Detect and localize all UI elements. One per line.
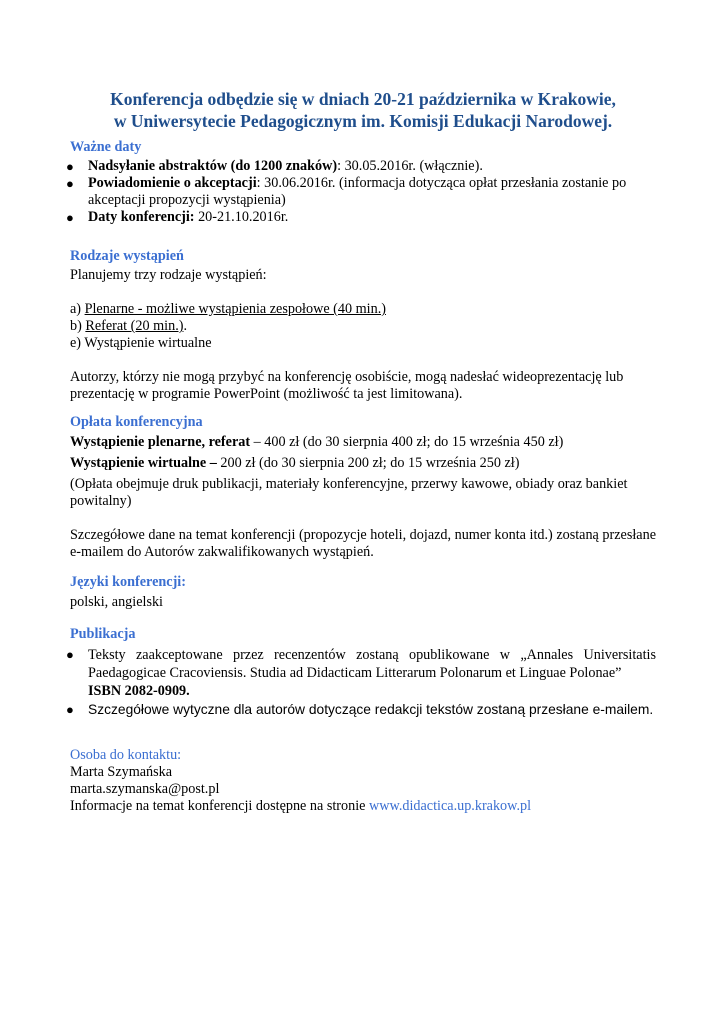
languages-heading: Języki konferencji: <box>70 574 186 590</box>
conference-fee-heading: Opłata konferencyjna <box>70 414 203 430</box>
date-value: : 30.06.2016r. (informacja dotycząca opłat przesłania zostanie po akceptacji propozycji wystąpienia) <box>88 175 627 208</box>
presentation-types-section <box>70 248 656 403</box>
languages-value: polski, angielski <box>70 594 164 610</box>
title-line-2: w Uniwersytecie Pedagogicznym im. Komisji Edukacji Narodowej. <box>113 111 613 131</box>
fee-plenary: Wystąpienie plenarne, referat – 400 zł (do 30 sierpnia 400 zł; do 15 września 450 zł) <box>70 434 564 450</box>
type-b-text: Referat (20 min.) <box>85 318 184 334</box>
virtual-note: Autorzy, którzy nie mogą przybyć na konferencję osobiście, mogą nadesłać wideoprezentację lub prezentację w programie PowerPoint (możliwość ta jest limitowana). <box>70 369 624 402</box>
list-item <box>66 175 656 209</box>
isbn: ISBN 2082-0909. <box>88 683 190 699</box>
date-label: Nadsyłanie abstraktów (do 1200 znaków) <box>88 158 338 174</box>
contact-email[interactable]: marta.szymanska@post.pl <box>70 781 220 797</box>
fee-includes: (Opłata obejmuje druk publikacji, materiały konferencyjne, przerwy kawowe, obiady oraz bankiet powitalny) <box>70 476 628 509</box>
type-e: e) Wystąpienie wirtualne <box>70 335 212 351</box>
important-dates-section <box>66 139 656 226</box>
publication-section <box>66 626 656 718</box>
type-a-text: Plenarne - możliwe wystąpienia zespołowe (40 min.) <box>84 301 386 317</box>
list-item: ● Teksty zaakceptowane przez recenzentów zostaną opublikowane w „Annales Universitatis Paedagogicae Cracoviensis. Studia ad Didacticam Litterarum Polonarum et Linguae Polonae” ISBN 2082-0909. <box>66 647 656 699</box>
date-label: Daty konferencji: <box>88 209 195 225</box>
publication-heading: Publikacja <box>70 626 136 642</box>
page-title <box>70 88 656 132</box>
presentation-types-intro: Planujemy trzy rodzaje wystąpień: <box>70 267 267 283</box>
bullet-icon: ● <box>66 702 74 717</box>
type-b: b) Referat (20 min.). <box>70 318 188 334</box>
website-link[interactable]: www.didactica.up.krakow.pl <box>369 798 532 814</box>
contact-name: Marta Szymańska <box>70 764 173 780</box>
conference-details: Szczegółowe dane na temat konferencji (propozycje hoteli, dojazd, numer konta itd.) zostaną przesłane e-mailem do Autorów zakwalifikowanych wystąpień. <box>70 527 656 560</box>
publication-list <box>66 646 656 718</box>
bullet-icon: ● <box>66 647 74 662</box>
bullet-icon: ● <box>66 210 74 225</box>
title-line-1: Konferencja odbędzie się w dniach 20-21 października w Krakowie, <box>110 89 616 109</box>
conference-fee-section <box>70 414 656 561</box>
languages-section <box>70 574 656 611</box>
contact-heading: Osoba do kontaktu: <box>70 747 182 763</box>
presentation-types-heading: Rodzaje wystąpień <box>70 248 184 264</box>
contact-info: Informacje na temat konferencji dostępne na stronie www.didactica.up.krakow.pl <box>70 798 532 814</box>
important-dates-list <box>66 158 656 226</box>
fee-virtual: Wystąpienie wirtualne – 200 zł (do 30 sierpnia 200 zł; do 15 września 250 zł) <box>70 455 520 471</box>
date-value: : 30.05.2016r. (włącznie). <box>337 158 483 174</box>
contact-section <box>70 747 656 815</box>
important-dates-heading: Ważne daty <box>70 139 142 155</box>
list-item <box>66 158 656 175</box>
type-a: a) Plenarne - możliwe wystąpienia zespołowe (40 min.) <box>70 301 386 317</box>
date-value: 20-21.10.2016r. <box>194 209 289 225</box>
list-item: ● Szczegółowe wytyczne dla autorów dotyczące redakcji tekstów zostaną przesłane e-mailem. <box>66 702 654 717</box>
bullet-icon: ● <box>66 159 74 174</box>
date-label: Powiadomienie o akceptacji <box>88 175 257 191</box>
bullet-icon: ● <box>66 176 74 191</box>
list-item <box>66 209 656 226</box>
